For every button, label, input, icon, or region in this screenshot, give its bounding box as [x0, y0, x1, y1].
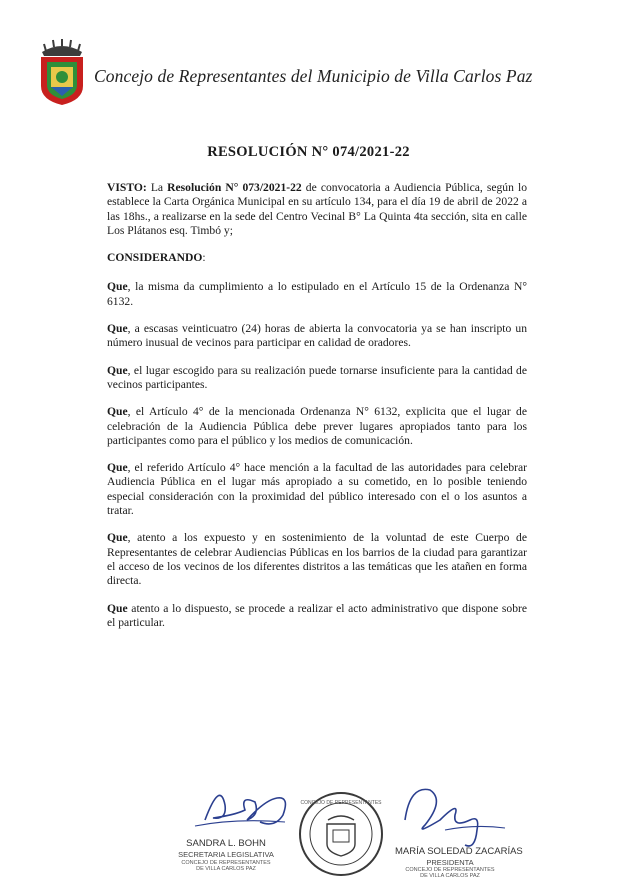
- visto-paragraph: [107, 181, 527, 238]
- considerando-paragraph: [107, 280, 527, 309]
- letterhead-title: Concejo de Representantes del Municipio de Villa Carlos Paz: [94, 66, 533, 86]
- considerando-colon: :: [202, 251, 206, 265]
- considerando-paragraph: [107, 322, 527, 351]
- paragraph-text: , el referido Artículo 4° hace mención a la facultad de las autoridades para celebrar Audiencia Pública en el lugar más apropiado a su cometido, en lo posible teniendo especial consideración con la proximidad del público interesado con el o los asuntos a tratar.: [107, 461, 527, 518]
- que-lead: Que: [107, 531, 128, 545]
- signature-left-org-2: DE VILLA CARLOS PAZ: [196, 866, 256, 872]
- considerando-paragraph: [107, 602, 527, 631]
- visto-label: VISTO:: [107, 181, 147, 194]
- paragraph-text: , la misma da cumplimiento a lo estipulado en el Artículo 15 de la Ordenanza N° 6132.: [107, 280, 527, 308]
- seal-text: CONCEJO DE REPRESENTANTES: [300, 800, 382, 806]
- paragraph-text: , el Artículo 4° de la mencionada Ordenanza N° 6132, explicita que el lugar de celebración de la Audiencia Pública debe prever lugares apropiados tanto para los participantes como para el público y los medios de comunicación.: [107, 405, 527, 447]
- que-lead: Que: [107, 280, 128, 294]
- visto-text-1: La: [146, 181, 168, 194]
- signature-left-role: SECRETARIA LEGISLATIVA: [178, 850, 274, 859]
- document-body: [107, 181, 527, 643]
- considerando-paragraph: [107, 364, 527, 393]
- que-lead: Que: [107, 322, 128, 336]
- que-lead: Que: [107, 363, 128, 377]
- visto-reference: Resolución N° 073/2021-22: [167, 181, 302, 194]
- letterhead: [36, 38, 596, 108]
- considerando-paragraph: [107, 405, 527, 448]
- signature-left-org-1: CONCEJO DE REPRESENTANTES: [181, 860, 271, 866]
- resolution-title: RESOLUCIÓN N° 074/2021-22: [207, 144, 410, 160]
- visto-text-2: de convocatoria a Audiencia Pública, según lo establece la Carta Orgánica Municipal en su artículo 134, para el día 19 de abril de 2022 a las 18hs., a realizarse en la sede del Centro Vecinal B° La Quinta 4ta sección, sita en calle Los Plátanos esq. Timbó y;: [107, 181, 527, 237]
- considerando-heading: [107, 251, 527, 265]
- signature-left-name: SANDRA L. BOHN: [186, 838, 266, 849]
- que-lead: Que: [107, 405, 128, 419]
- signature-right-role: PRESIDENTA: [426, 858, 474, 867]
- paragraph-text: atento a lo dispuesto, se procede a realizar el acto administrativo que dispone sobre el particular.: [107, 601, 527, 629]
- signature-block: [0, 760, 617, 883]
- signature-right-org-2: DE VILLA CARLOS PAZ: [420, 873, 480, 879]
- considerando-paragraph: [107, 531, 527, 588]
- considerando-label: CONSIDERANDO: [107, 251, 203, 265]
- signature-right-name: MARÍA SOLEDAD ZACARÍAS: [395, 846, 523, 857]
- paragraph-text: , a escasas veinticuatro (24) horas de abierta la convocatoria ya se han inscripto un número inusual de vecinos para participar en calidad de oradores.: [107, 322, 527, 350]
- municipal-crest-icon: [36, 38, 88, 106]
- signature-right-org-1: CONCEJO DE REPRESENTANTES: [405, 867, 495, 873]
- que-lead: Que: [107, 461, 128, 475]
- considerando-paragraph: [107, 461, 527, 518]
- paragraph-text: , atento a los expuesto y en sostenimiento de la voluntad de este Cuerpo de Representantes de celebrar Audiencias Públicas en los barrios de la ciudad para garantizar el acceso de los vecinos de los diferentes distritos a las temáticas que les atañen en forma directa.: [107, 531, 527, 588]
- considerando-list: [107, 280, 527, 630]
- paragraph-text: , el lugar escogido para su realización puede tornarse insuficiente para la cantidad de vecinos participantes.: [107, 363, 527, 391]
- que-lead: Que: [107, 601, 128, 615]
